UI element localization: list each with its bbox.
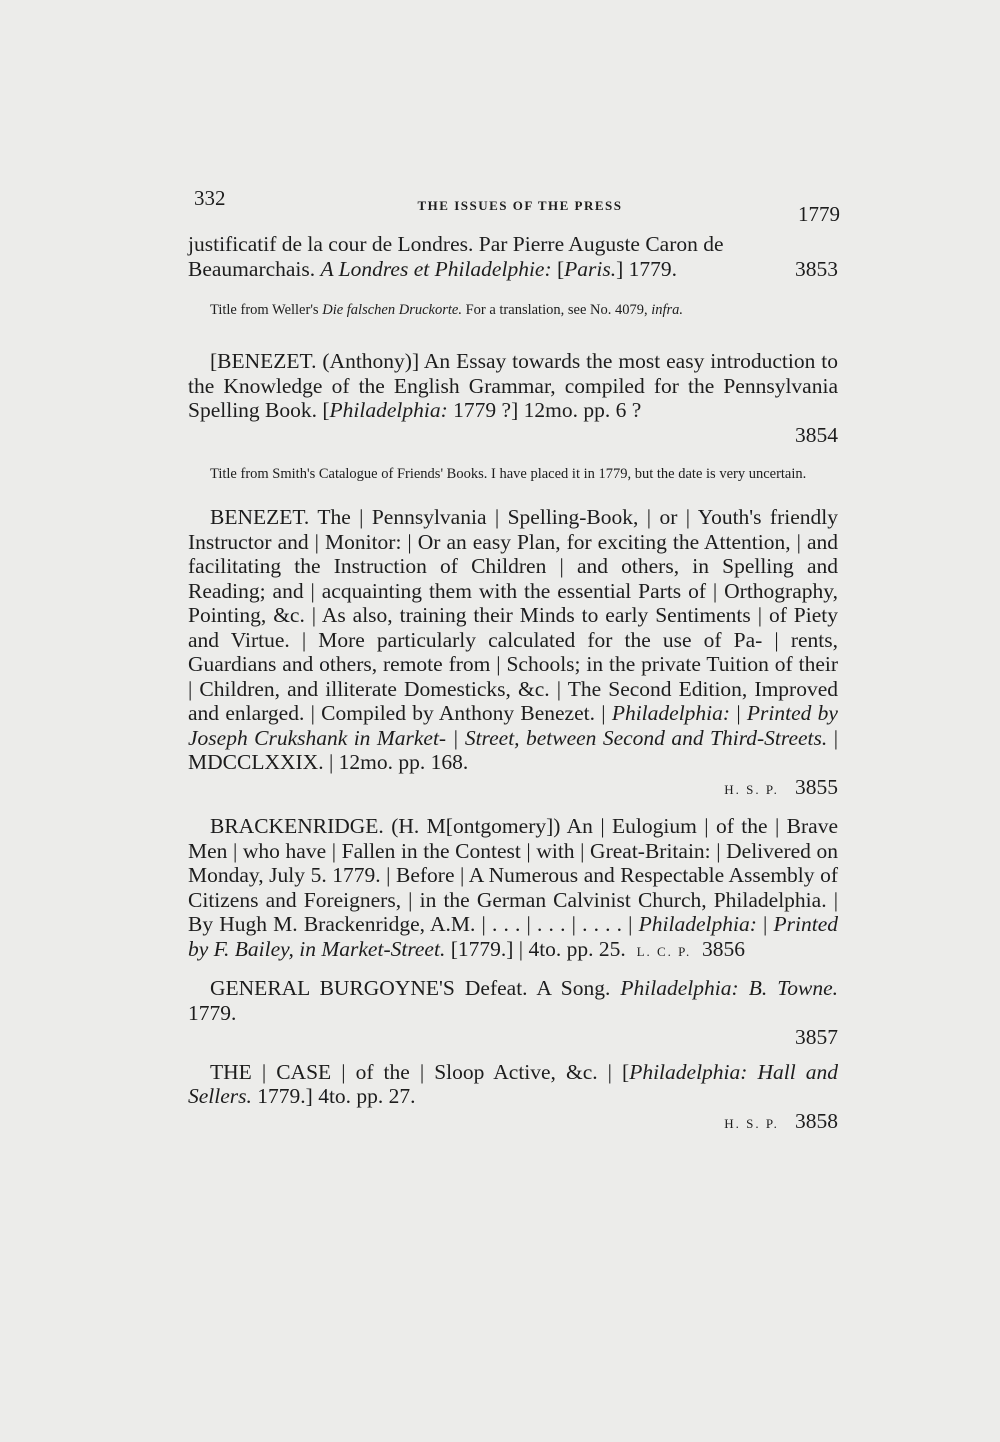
entry-3856-text: [1779.] | 4to. pp. 25. bbox=[445, 936, 626, 961]
page-number: 332 bbox=[194, 186, 226, 210]
entry-3857 bbox=[188, 976, 838, 1025]
page-header bbox=[190, 186, 840, 226]
entry-3855-text: BENEZET. The | Pennsylvania | Spelling-Book, | or | Youth's friendly Instructor and | Monitor: | Or an easy Plan, for exciting the Attention, | and facilitating the Instruction of Children | and others, in Spelling and Reading; and | acquainting them with the essential Parts of | Orthography, Pointing, &c. | As also, training their Minds to early Sentiments | of Piety and Virtue. | More particularly calculated for the use of Pa- | rents, Guardians and others, remote from | Schools; in the private Tuition of their | Children, and illiterate Domesticks, &c. | The Second Edition, Improved and enlarged. | Compiled by Anthony Benezet. | bbox=[188, 505, 838, 725]
entry-3855 bbox=[188, 505, 838, 775]
entry-number: 3854 bbox=[795, 422, 838, 447]
entry-3856-text: | bbox=[756, 912, 774, 936]
entry-number: 3857 bbox=[795, 1025, 838, 1049]
entry-3857-imprint: Philadelphia: B. Towne. bbox=[620, 976, 838, 1000]
entry-3855-printer: Printed by Joseph Crukshank in Market- | Street, between Second and Third-Streets. bbox=[188, 701, 838, 750]
entry-3855-text: | MDCCLXXIX. | 12mo. pp. 168. bbox=[188, 725, 839, 774]
entry-3853-place: Paris. bbox=[564, 256, 617, 281]
entry-3854-text: 1779 ?] 12mo. pp. 6 ? bbox=[447, 398, 642, 422]
entry-3854-note: Title from Smith's Catalogue of Friends' Books. I have placed it in 1779, but the date is very uncertain. bbox=[210, 466, 807, 482]
entry-3854-place: Philadelphia: bbox=[329, 398, 448, 422]
entry-3857-text: 1779. bbox=[188, 1000, 237, 1025]
entry-3858-imprint: Philadelphia: Hall and Sellers. bbox=[188, 1059, 839, 1108]
note-text: For a translation, see No. 4079, bbox=[461, 302, 652, 318]
bracket: [ bbox=[557, 256, 565, 281]
library-location: H. S. P. bbox=[724, 781, 779, 797]
entry-3855-text: | bbox=[730, 701, 747, 725]
note-infra: infra. bbox=[651, 302, 684, 318]
entry-3853 bbox=[188, 232, 838, 281]
entry-3853-date: ] 1779. bbox=[616, 256, 678, 281]
library-location: L. C. P. bbox=[636, 943, 692, 959]
entry-3853-line2 bbox=[188, 257, 838, 282]
entry-number: 3856 bbox=[701, 936, 745, 961]
entry-number: 3855 bbox=[795, 774, 838, 799]
entry-3856 bbox=[188, 814, 838, 964]
entry-3858-locator bbox=[188, 1109, 838, 1137]
entry-3858 bbox=[188, 1060, 838, 1109]
note-text: Title from Weller's bbox=[210, 302, 323, 318]
entry-3853-imprint: A Londres et Philadelphie: bbox=[320, 256, 557, 281]
running-title: THE ISSUES OF THE PRESS bbox=[417, 198, 623, 213]
entry-3854-text: [BENEZET. (Anthony)] An Essay towards the most easy introduction to the Knowledge of the English Grammar, compiled for the Pennsylvania Spelling Book. [ bbox=[188, 349, 838, 422]
entry-3856-text: BRACKENRIDGE. (H. M[ontgomery]) An | Eulogium | of the | Brave Men | who have | Fallen in the Contest | with | Great-Britain: | Delivered on Monday, July 5. 1779. | Before | A Numerous and Respectable Assembly of Citizens and Foreigners, | in the German Calvinist Church, Philadelphia. | By Hugh M. Brackenridge, A.M. | . . . | . . . | . . . . | bbox=[188, 814, 838, 936]
entry-3854 bbox=[188, 349, 838, 423]
entry-3858-text: 1779.] 4to. pp. 27. bbox=[251, 1084, 416, 1108]
library-location: H. S. P. bbox=[724, 1115, 779, 1131]
entry-3853-line1: justificatif de la cour de Londres. Par Pierre Auguste Caron de bbox=[188, 232, 724, 256]
entry-3857-text: GENERAL BURGOYNE'S Defeat. A Song. bbox=[210, 976, 621, 1000]
entry-3853-author: Beaumarchais. bbox=[188, 256, 321, 281]
entry-3856-printer: Printed by F. Bailey, in Market-Street. bbox=[188, 912, 838, 961]
entry-number: 3858 bbox=[795, 1108, 838, 1133]
entry-number: 3853 bbox=[795, 256, 838, 281]
entry-3858-text: THE | CASE | of the | Sloop Active, &c. | [ bbox=[210, 1059, 630, 1084]
page-body bbox=[188, 232, 838, 1136]
entry-3855-locator bbox=[188, 775, 838, 803]
entry-3855-place: Philadelphia: bbox=[611, 701, 731, 725]
header-year: 1779 bbox=[798, 202, 840, 226]
entry-3856-place: Philadelphia: bbox=[638, 912, 757, 936]
entry-3853-note bbox=[188, 301, 838, 319]
note-title: Die falschen Druckorte. bbox=[322, 302, 462, 318]
